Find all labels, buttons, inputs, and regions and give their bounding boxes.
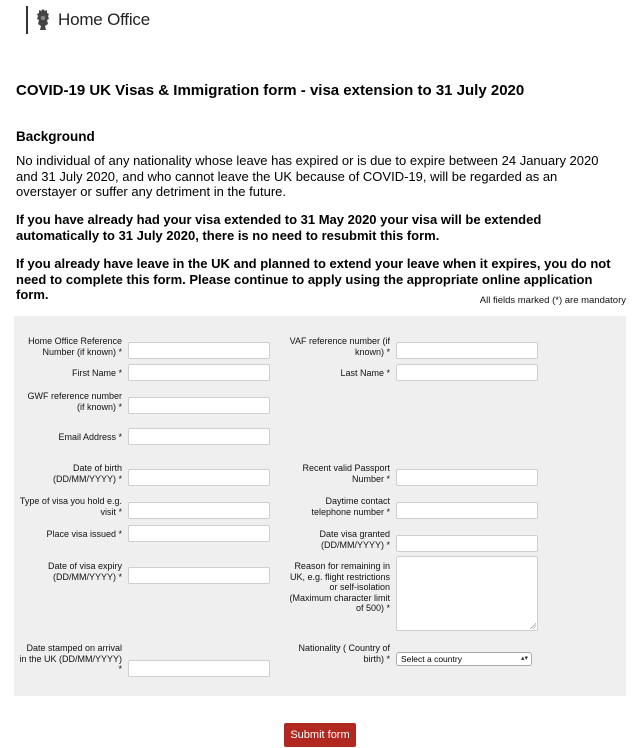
submit-button[interactable]: Submit form bbox=[284, 723, 356, 747]
dob-input[interactable] bbox=[128, 469, 270, 486]
existing-leave-notice: If you already have leave in the UK and planned to extend your leave when it expires, you do not need to complete this form. Please continue to apply using the appropriate online application form. bbox=[16, 256, 611, 302]
first-name-label: First Name * bbox=[71, 368, 122, 378]
vaf-ref-input[interactable] bbox=[396, 342, 538, 359]
header-divider bbox=[26, 6, 28, 34]
passport-label: Recent valid Passport Number * bbox=[302, 463, 390, 484]
vaf-ref-label: VAF reference number (if known) * bbox=[289, 336, 390, 357]
visa-expiry-input[interactable] bbox=[128, 567, 270, 584]
date-granted-input[interactable] bbox=[396, 535, 538, 552]
gwf-ref-input[interactable] bbox=[128, 397, 270, 414]
passport-input[interactable] bbox=[396, 469, 538, 486]
reason-label: Reason for remaining in UK, e.g. flight restrictions or self-isolation (Maximum character limit of 500) * bbox=[289, 561, 390, 613]
resize-handle-icon[interactable] bbox=[530, 623, 536, 629]
visa-expiry-label: Date of visa expiry (DD/MM/YYYY) * bbox=[47, 561, 122, 582]
updown-arrows-icon: ▴▾ bbox=[520, 655, 528, 662]
home-office-logo-text[interactable]: Home Office bbox=[58, 10, 150, 29]
visa-type-input[interactable] bbox=[128, 502, 270, 519]
place-issued-input[interactable] bbox=[128, 525, 270, 542]
page-title: COVID-19 UK Visas & Immigration form - visa extension to 31 July 2020 bbox=[16, 82, 525, 99]
date-stamped-label: Date stamped on arrival in the UK (DD/MM/YYYY) * bbox=[19, 643, 122, 674]
site-header bbox=[26, 6, 150, 34]
phone-input[interactable] bbox=[396, 502, 538, 519]
date-granted-label: Date visa granted (DD/MM/YYYY) * bbox=[319, 529, 390, 550]
first-name-input[interactable] bbox=[128, 364, 270, 381]
visa-extension-form bbox=[14, 316, 626, 696]
phone-label: Daytime contact telephone number * bbox=[311, 496, 390, 517]
ho-ref-input[interactable] bbox=[128, 342, 270, 359]
background-heading: Background bbox=[16, 129, 95, 144]
reason-textarea[interactable] bbox=[396, 556, 538, 631]
last-name-input[interactable] bbox=[396, 364, 538, 381]
royal-crest-icon bbox=[34, 8, 52, 32]
background-paragraph: No individual of any nationality whose leave has expired or is due to expire between 24 January 2020 and 31 July 2020, and who cannot leave the UK because of COVID-19, will be regarded as an overstayer or suffer any detriment in the future. bbox=[16, 153, 599, 199]
last-name-label: Last Name * bbox=[340, 368, 390, 378]
mandatory-note: All fields marked (*) are mandatory bbox=[479, 295, 626, 306]
visa-type-label: Type of visa you hold e.g. visit * bbox=[19, 496, 122, 517]
email-input[interactable] bbox=[128, 428, 270, 445]
nationality-label: Nationality ( Country of birth) * bbox=[298, 643, 390, 664]
nationality-selected: Select a country bbox=[401, 654, 462, 664]
email-label: Email Address * bbox=[58, 432, 122, 442]
ho-ref-label: Home Office Reference Number (if known) * bbox=[28, 336, 122, 357]
place-issued-label: Place visa issued * bbox=[46, 529, 122, 539]
extension-notice: If you have already had your visa extended to 31 May 2020 your visa will be extended automatically to 31 July 2020, there is no need to resubmit this form. bbox=[16, 212, 542, 243]
date-stamped-input[interactable] bbox=[128, 660, 270, 677]
nationality-select[interactable] bbox=[396, 652, 532, 666]
gwf-ref-label: GWF reference number (if known) * bbox=[27, 391, 122, 412]
dob-label: Date of birth (DD/MM/YYYY) * bbox=[52, 463, 122, 484]
